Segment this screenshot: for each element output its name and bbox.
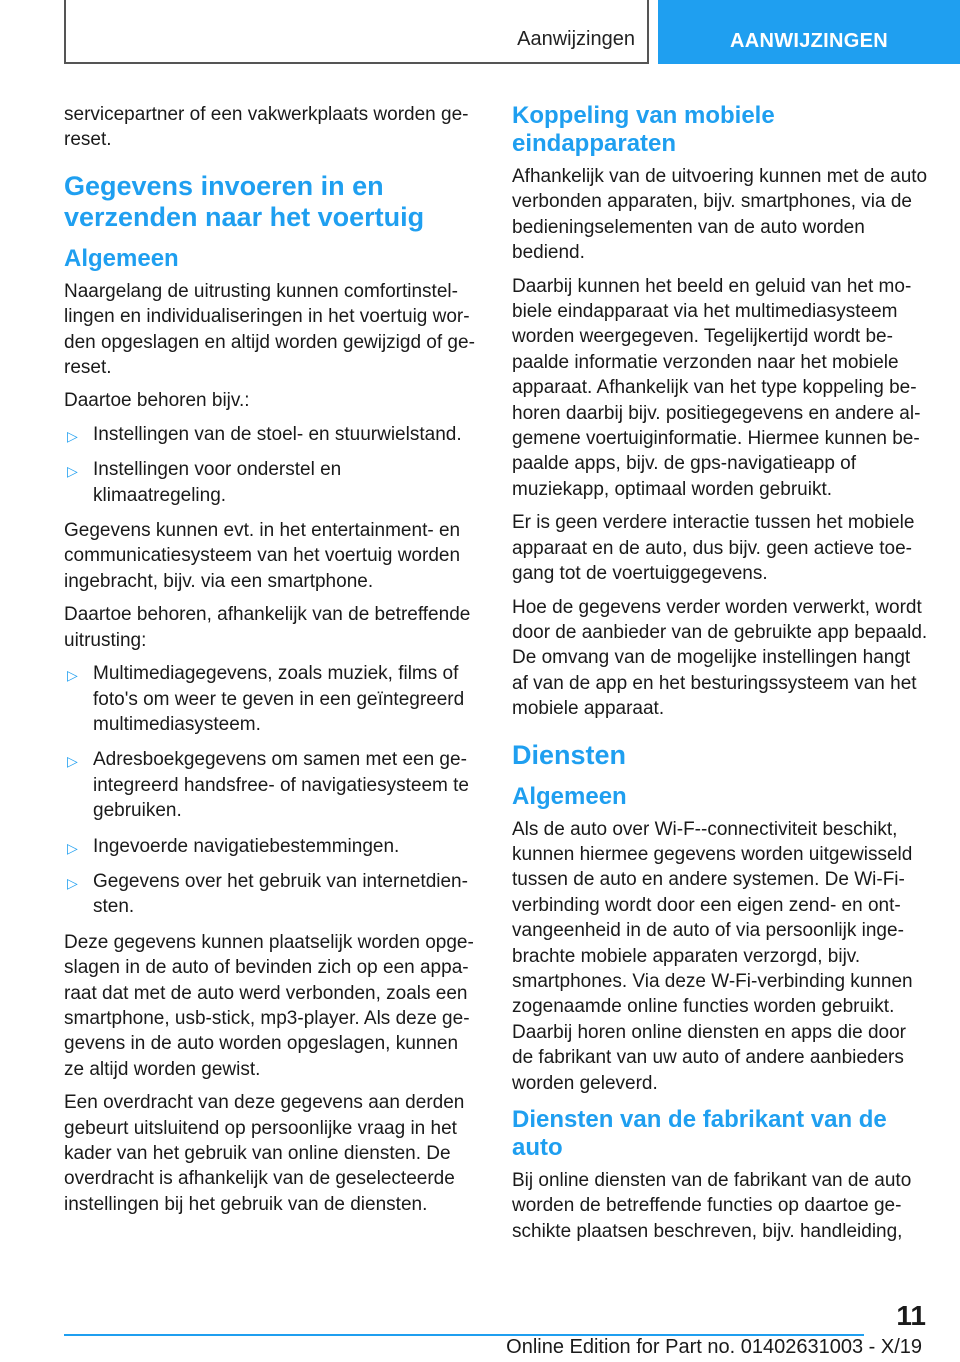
list-item-text: Multimediagegevens, zoals muziek, films of foto's om weer te geven in een geïntegreerd multimediasysteem.: [93, 663, 465, 735]
page-number: 11: [896, 1300, 926, 1331]
edition-footer: Online Edition for Part no. 01402631003 - X/19: [506, 1336, 922, 1358]
paragraph: servicepartner of een vakwerkplaats worden gereset.: [64, 104, 469, 151]
paragraph: Deze gegevens kunnen plaatselijk worden opgeslagen in de auto of bevinden zich op een apparaat dat met de auto werd verbonden, zoals een smartphone, usb-stick, mp3-player. Als deze gegevens in de auto worden opgeslagen, kunnen ze altijd worden gewist.: [64, 931, 474, 1080]
list-item-text: Ingevoerde navigatiebestemmingen.: [93, 835, 400, 857]
subsection-heading: Koppeling van mobiele eindapparaten: [512, 102, 775, 157]
list-item-text: Adresboekgegevens om samen met een geintegreerd handsfree- of navigatiesysteem te gebruiken.: [93, 749, 469, 822]
paragraph: Daartoe behoren bijv.:: [64, 390, 250, 412]
triangle-bullet-icon: ▷: [67, 839, 78, 856]
list-item: [64, 834, 478, 859]
paragraph: Er is geen verdere interactie tussen het mobiele apparaat en de auto, dus bijv. geen actieve toegang tot de voertuiggegevens.: [512, 512, 915, 585]
list-item-text: Gegevens over het gebruik van internetdiensten.: [93, 870, 468, 918]
right-column: [512, 102, 928, 1252]
header-section-box: [64, 0, 649, 64]
list-item-text: Instellingen van de stoel- en stuurwielstand.: [93, 423, 462, 445]
paragraph: Gegevens kunnen evt. in het entertainment- en communicatiesysteem van het voertuig worden ingebracht, bijv. via een smartphone.: [64, 520, 461, 592]
triangle-bullet-icon: ▷: [67, 463, 78, 480]
subsection-heading: Algemeen: [64, 244, 179, 272]
bullet-list: [64, 422, 478, 508]
subsection-heading: Diensten van de fabrikant van de auto: [512, 1106, 887, 1161]
list-item: [64, 869, 478, 920]
triangle-bullet-icon: ▷: [67, 427, 78, 444]
chapter-tab[interactable]: AANWIJZINGEN: [658, 0, 960, 64]
list-item-text: Instellingen voor onderstel en klimaatregeling.: [93, 459, 342, 506]
paragraph: Als de auto over Wi-F--connectiviteit beschikt, kunnen hiermee gegevens worden uitgewisseld tussen de auto en andere systemen. De Wi-Fi-verbinding wordt door een eigen zend- en ontvangeenheid in de auto of via persoonlijk ingebrachte mobiele apparaten verzorgd, bijv. smartphones. Via deze W-Fi-verbinding kunnen zogenaamde online functies worden gebruikt. Daarbij horen online diensten en apps die door de fabrikant van uw auto of andere aanbieders worden geleverd.: [512, 818, 913, 1094]
paragraph: Bij online diensten van de fabrikant van de auto worden de betreffende functies op daartoe geschikte plaatsen beschreven, bijv. handleiding,: [512, 1170, 912, 1242]
triangle-bullet-icon: ▷: [67, 667, 78, 684]
subsection-heading: Algemeen: [512, 782, 627, 810]
paragraph: Hoe de gegevens verder worden verwerkt, wordt door de aanbieder van de gebruikte app bepaald. De omvang van de mogelijke instellingen hangt af van de app en het besturingssysteem van het mobiele apparaat.: [512, 596, 928, 720]
section-heading: Diensten: [512, 739, 627, 770]
list-item: [64, 661, 478, 737]
paragraph: Daarbij kunnen het beeld en geluid van het mobiele eindapparaat via het multimediasysteem worden weergegeven. Tegelijkertijd wordt bepaalde informatie verzonden naar het mobiele apparaat. Afhankelijk van het type koppeling behoren daarbij bijv. positiegegevens en andere algemene voertuiginformatie. Hiermee kunnen bepaalde apps, bijv. de gps-navigatieapp of muziekapp, optimaal worden gebruikt.: [512, 275, 921, 500]
list-item: [64, 422, 478, 447]
section-heading: Gegevens invoeren in en verzenden naar het voertuig: [64, 170, 425, 232]
list-item: [64, 457, 478, 508]
paragraph: Naargelang de uitrusting kunnen comfortinstellingen en individualiseringen in het voertuig worden opgeslagen en altijd worden gewijzigd of gereset.: [64, 280, 475, 379]
triangle-bullet-icon: ▷: [67, 874, 78, 891]
paragraph: Afhankelijk van de uitvoering kunnen met de auto verbonden apparaten, bijv. smartphones, via de bedieningselementen van de auto worden bediend.: [512, 166, 928, 264]
paragraph: Een overdracht van deze gegevens aan derden gebeurt uitsluitend op persoonlijke vraag in het kader van het gebruik van online diensten. De overdracht is afhankelijk van de geselecteerde instellingen bij het gebruik van de diensten.: [64, 1092, 465, 1215]
left-column: [64, 102, 478, 1225]
bullet-list: [64, 661, 478, 920]
triangle-bullet-icon: ▷: [67, 753, 78, 770]
section-label: Aanwijzingen: [517, 28, 635, 50]
list-item: [64, 747, 478, 823]
paragraph: Daartoe behoren, afhankelijk van de betreffende uitrusting:: [64, 604, 471, 651]
